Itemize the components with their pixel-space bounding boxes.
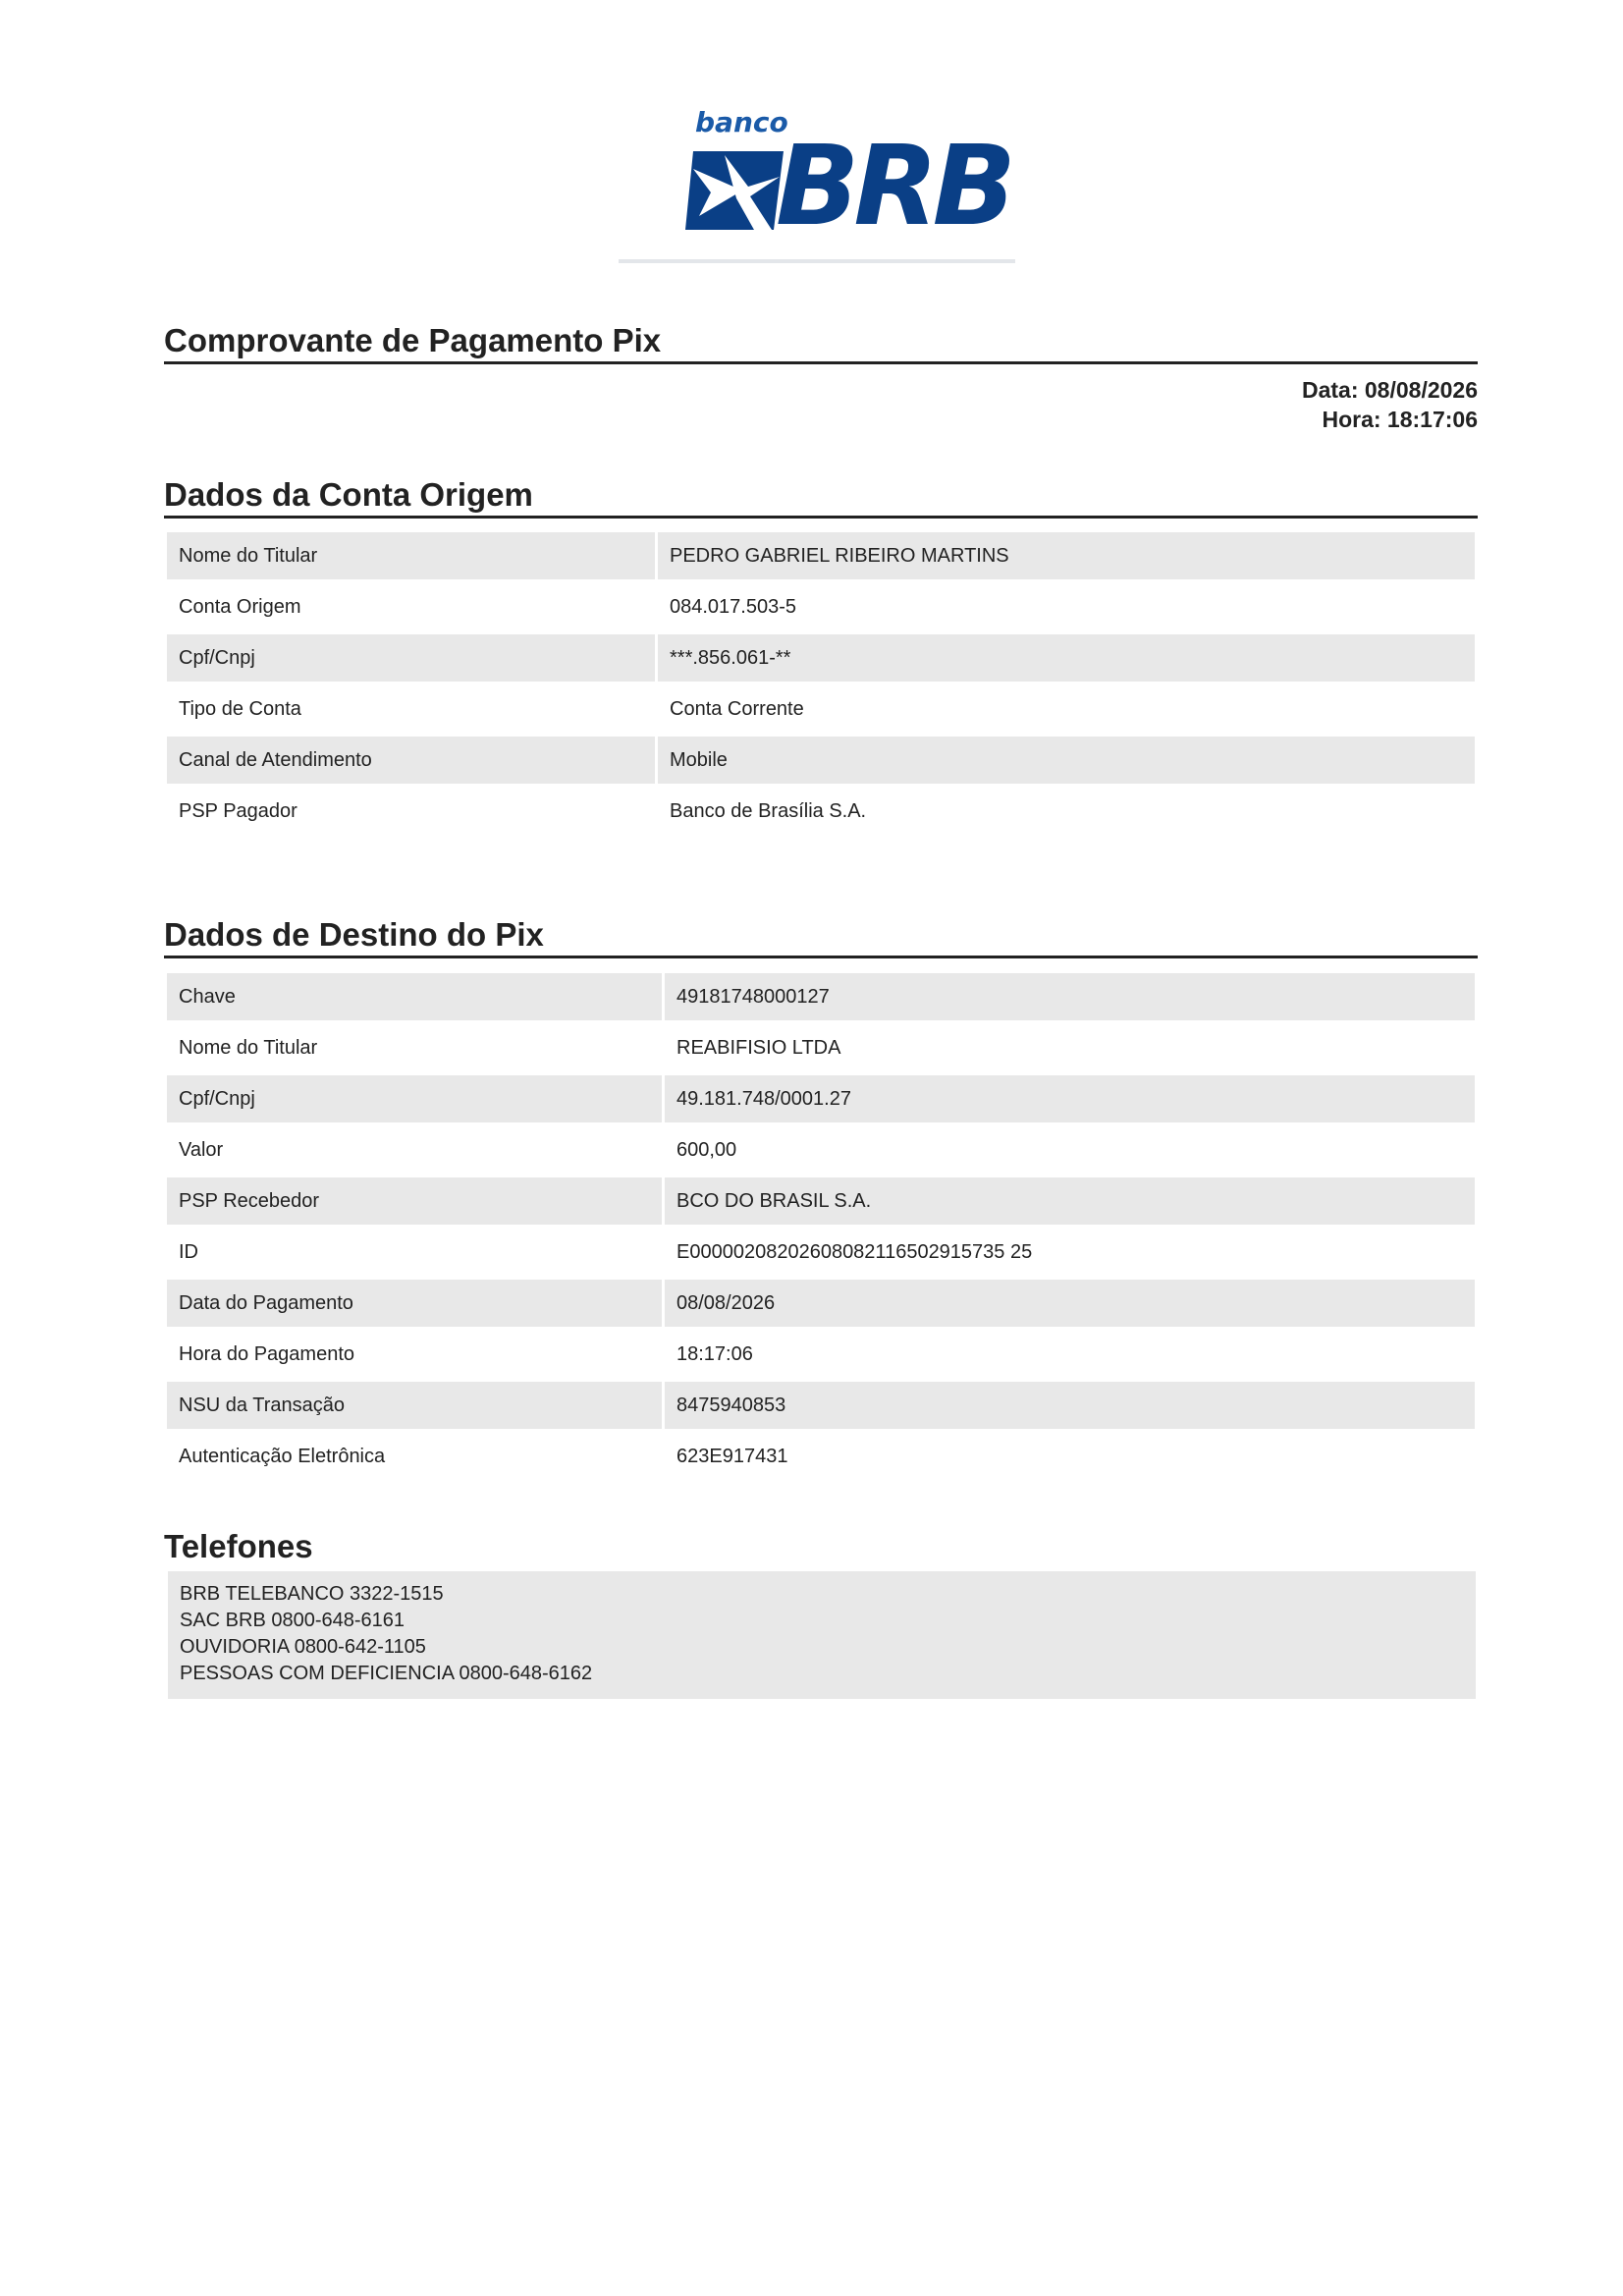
table-row xyxy=(167,1177,1475,1225)
row-label: Autenticação Eletrônica xyxy=(179,1445,386,1467)
destino-table xyxy=(164,969,1478,1484)
telefones-section-title: Telefones xyxy=(164,1528,313,1564)
destino-section-title: Dados de Destino do Pix xyxy=(164,916,1478,958)
table-row xyxy=(167,1126,1475,1174)
row-label: Nome do Titular xyxy=(167,532,655,579)
phone-line: PESSOAS COM DEFICIENCIA 0800-648-6162 xyxy=(180,1663,593,1684)
row-value: 600,00 xyxy=(676,1138,737,1161)
row-value: 08/08/2026 xyxy=(665,1280,1475,1327)
row-value: REABIFISIO LTDA xyxy=(676,1036,841,1059)
logo-brand: BRB xyxy=(776,123,1010,250)
row-label: NSU da Transação xyxy=(167,1382,662,1429)
table-row xyxy=(167,1280,1475,1327)
row-label: Data do Pagamento xyxy=(167,1280,662,1327)
table-row xyxy=(167,1331,1475,1378)
row-value: E00000208202608082116502915735 25 xyxy=(676,1240,1033,1263)
logo-divider xyxy=(619,259,1015,263)
row-label: Cpf/Cnpj xyxy=(167,1075,662,1122)
row-value: 8475940853 xyxy=(665,1382,1475,1429)
table-row xyxy=(167,973,1475,1020)
table-row xyxy=(167,685,1475,733)
row-label: Canal de Atendimento xyxy=(167,737,655,784)
row-label: Conta Origem xyxy=(179,595,301,618)
row-label: Valor xyxy=(179,1138,224,1161)
row-value: PEDRO GABRIEL RIBEIRO MARTINS xyxy=(658,532,1475,579)
row-value: 49181748000127 xyxy=(665,973,1475,1020)
brb-logo xyxy=(619,106,1015,263)
row-value: 18:17:06 xyxy=(676,1342,753,1365)
row-value: 084.017.503-5 xyxy=(670,595,797,618)
logo-word: banco xyxy=(695,106,788,138)
origem-section-title: Dados da Conta Origem xyxy=(164,476,1478,519)
header-datetime xyxy=(1302,375,1478,434)
row-value: Conta Corrente xyxy=(670,697,804,720)
row-label: Tipo de Conta xyxy=(179,697,301,720)
phone-line: OUVIDORIA 0800-642-1105 xyxy=(180,1636,426,1658)
origem-table xyxy=(164,528,1478,839)
header-date: Data: 08/08/2026 xyxy=(1301,377,1478,403)
row-value: Mobile xyxy=(658,737,1475,784)
telefones-box xyxy=(168,1571,1476,1699)
table-row xyxy=(167,1024,1475,1071)
row-label: Hora do Pagamento xyxy=(179,1342,355,1365)
header-time: Hora: 18:17:06 xyxy=(1322,407,1478,432)
table-row xyxy=(167,788,1475,835)
row-label: Chave xyxy=(167,973,662,1020)
row-value: 49.181.748/0001.27 xyxy=(665,1075,1475,1122)
row-label: ID xyxy=(179,1240,198,1263)
row-label: PSP Pagador xyxy=(179,799,298,822)
row-value: ***.856.061-** xyxy=(658,634,1475,682)
table-row xyxy=(167,634,1475,682)
row-value: Banco de Brasília S.A. xyxy=(670,799,867,822)
table-row xyxy=(167,583,1475,630)
row-value: 623E917431 xyxy=(676,1445,788,1467)
page-title: Comprovante de Pagamento Pix xyxy=(164,322,1478,364)
table-row xyxy=(167,1075,1475,1122)
row-label: Nome do Titular xyxy=(179,1036,318,1059)
table-row xyxy=(167,1433,1475,1480)
table-row xyxy=(167,532,1475,579)
phone-line: SAC BRB 0800-648-6161 xyxy=(180,1610,406,1631)
table-row xyxy=(167,1382,1475,1429)
row-value: BCO DO BRASIL S.A. xyxy=(665,1177,1475,1225)
brb-plane-icon xyxy=(685,147,785,234)
table-row xyxy=(167,737,1475,784)
row-label: Cpf/Cnpj xyxy=(167,634,655,682)
row-label: PSP Recebedor xyxy=(167,1177,662,1225)
table-row xyxy=(167,1229,1475,1276)
phone-line: BRB TELEBANCO 3322-1515 xyxy=(180,1583,444,1605)
